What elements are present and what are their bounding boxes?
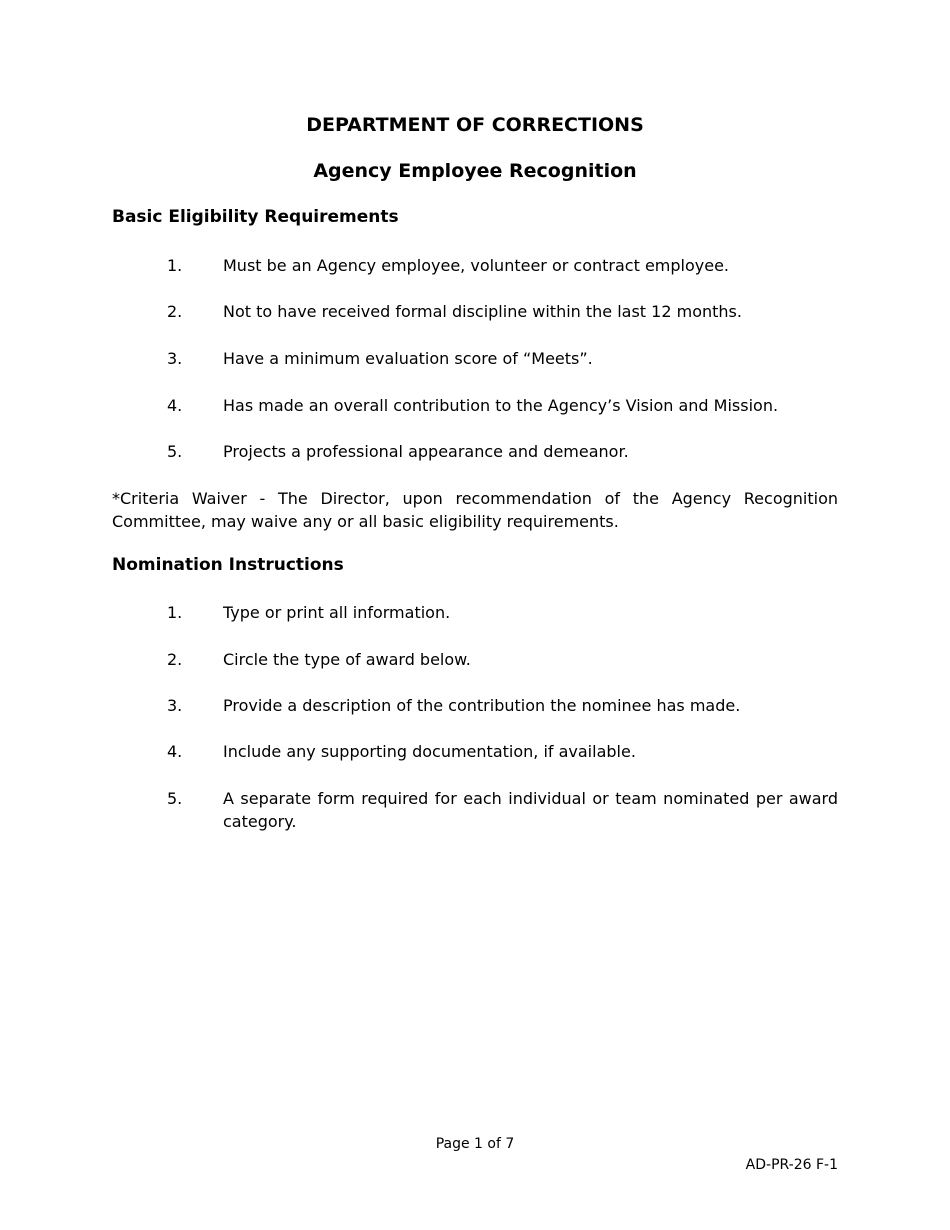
list-number: 1. [167,256,183,275]
list-number: 5. [167,442,183,461]
nomination-heading: Nomination Instructions [112,555,344,575]
page-number: Page 1 of 7 [435,1136,515,1152]
list-text: Projects a professional appearance and demeanor. [223,442,629,461]
list-text: Has made an overall contribution to the Agency’s Vision and Mission. [223,396,779,415]
department-title: DEPARTMENT OF CORRECTIONS [306,114,644,136]
eligibility-heading: Basic Eligibility Requirements [112,207,399,227]
list-number: 3. [167,696,183,715]
page-title: Agency Employee Recognition [313,160,637,182]
list-number: 4. [167,396,183,415]
list-number: 4. [167,742,183,761]
list-text: Type or print all information. [223,603,451,622]
form-code: AD-PR-26 F-1 [745,1157,838,1173]
criteria-waiver-paragraph: *Criteria Waiver - The Director, upon recommendation of the Agency Recognition Committee, may waive any or all basic eligibility requirements. [112,489,838,531]
list-text: Must be an Agency employee, volunteer or contract employee. [223,256,730,275]
list-text: Not to have received formal discipline within the last 12 months. [223,302,742,321]
list-text: A separate form required for each individual or team nominated per award category. [223,789,838,831]
list-number: 5. [167,789,183,808]
list-number: 1. [167,603,183,622]
list-number: 3. [167,349,183,368]
list-text: Circle the type of award below. [223,650,471,669]
list-number: 2. [167,650,183,669]
list-text: Provide a description of the contribution the nominee has made. [223,696,741,715]
list-number: 2. [167,302,183,321]
list-text: Include any supporting documentation, if available. [223,742,636,761]
list-text: Have a minimum evaluation score of “Meets”. [223,349,593,368]
